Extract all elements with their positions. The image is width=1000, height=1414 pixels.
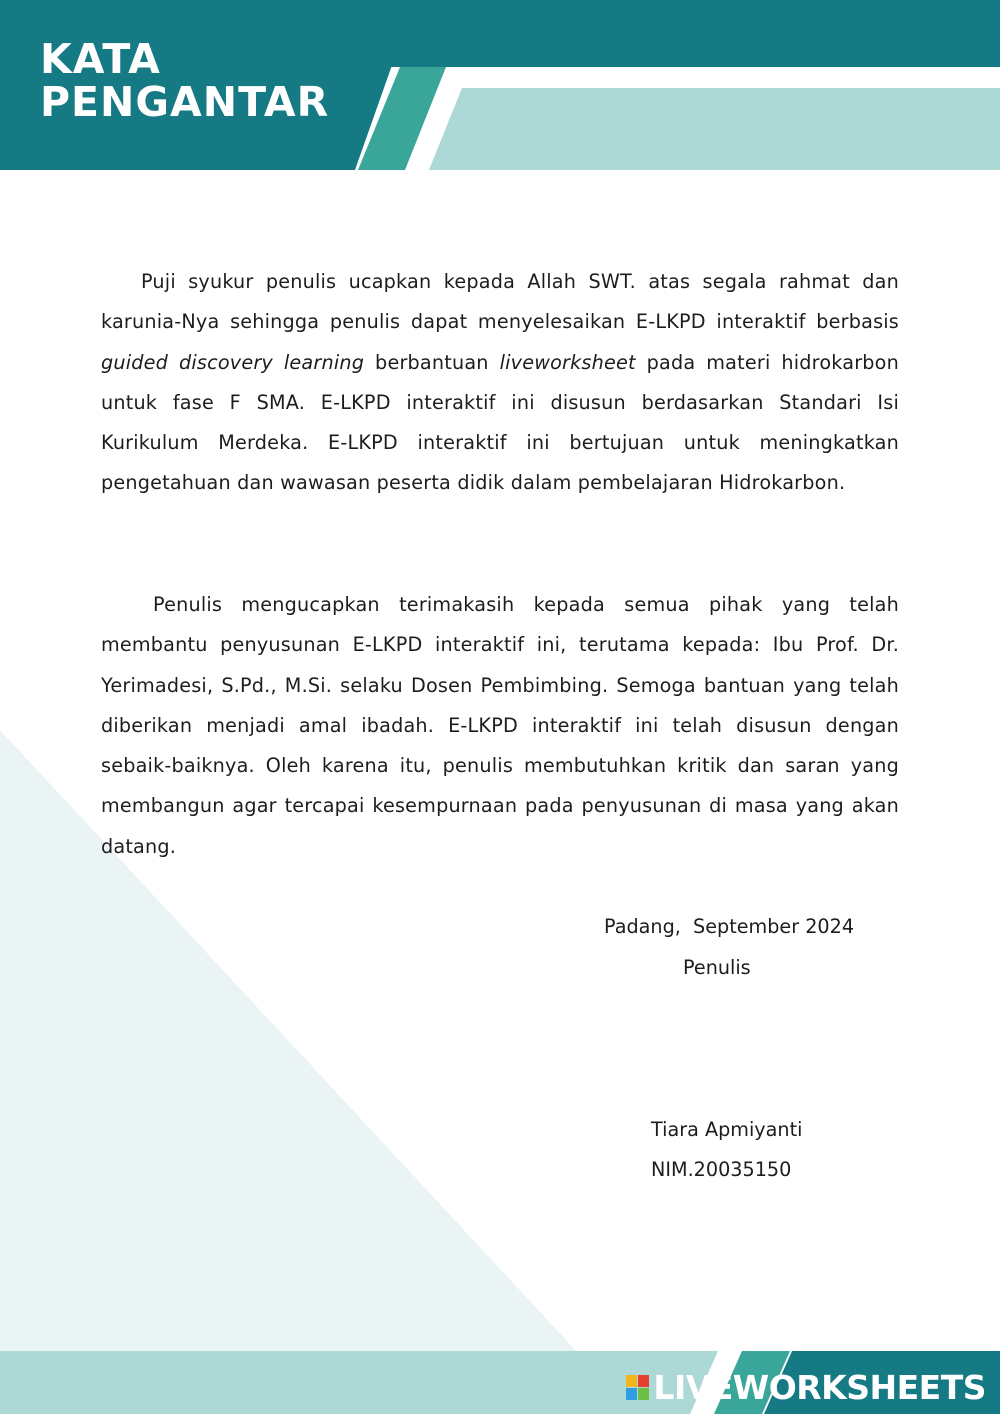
paragraph-1-text-b: berbantuan <box>364 350 500 374</box>
signature-name: Tiara Apmiyanti <box>651 1118 803 1141</box>
paragraph-1-text-a: Puji syukur penulis ucapkan kepada Allah SWT. atas segala rahmat dan karunia-Nya sehingga penulis dapat menyelesaikan E-LKPD interaktif berbasis <box>101 270 899 334</box>
paragraph-1 <box>101 262 899 504</box>
paragraph-1-italic-2: liveworksheet <box>499 350 636 374</box>
title-line-2: PENGANTAR <box>40 78 330 127</box>
paragraph-2 <box>101 585 899 867</box>
paragraph-1-text-c: pada materi hidrokarbon untuk fase F SMA. E-LKPD interaktif ini disusun berdasarkan Standari Isi Kurikulum Merdeka. E-LKPD interaktif ini bertujuan untuk meningkatkan pengetahuan dan wawasan peserta didik dalam pembelajaran Hidrokarbon. <box>101 350 899 495</box>
paragraph-1-italic-1: guided discovery learning <box>101 350 365 374</box>
footer-light-band <box>0 1351 718 1414</box>
signature-place-date: Padang, September 2024 <box>604 915 855 938</box>
paragraph-2-text: Penulis mengucapkan terimakasih kepada semua pihak yang telah membantu penyusunan E-LKPD interaktif ini, terutama kepada: Ibu Prof. Dr. Yerimadesi, S.Pd., M.Si. selaku Dosen Pembimbing. Semoga bantuan yang telah diberikan menjadi amal ibadah. E-LKPD interaktif ini telah disusun dengan sebaik-baiknya. Oleh karena itu, penulis membutuhkan kritik dan saran yang membangun agar tercapai kesempurnaan pada penyusunan di masa yang akan datang. <box>101 593 899 858</box>
liveworksheets-logo[interactable] <box>626 1368 986 1407</box>
header-light-band <box>429 88 1000 170</box>
title-line-1: KATA <box>40 35 161 83</box>
page-title <box>40 35 330 127</box>
signature-nim: NIM.20035150 <box>651 1158 792 1181</box>
liveworksheets-logo-text: LIVEWORKSHEETS <box>653 1368 986 1407</box>
signature-role: Penulis <box>683 956 751 979</box>
liveworksheets-logo-icon <box>626 1375 650 1401</box>
